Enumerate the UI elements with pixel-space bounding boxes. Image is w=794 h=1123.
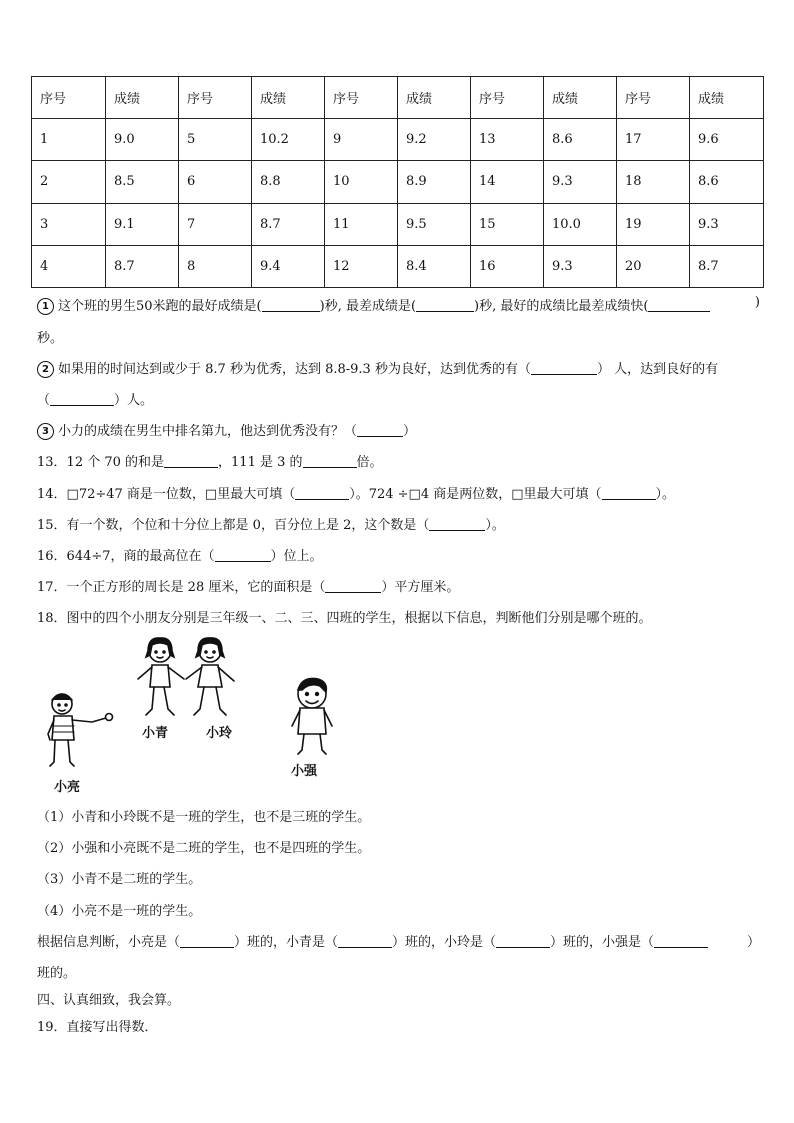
section-4-heading: 四、认真细致，我会算。: [37, 993, 181, 1008]
answer-blank[interactable]: [338, 935, 392, 948]
girls-xiaoqing-xiaoling-illustration: [130, 635, 250, 721]
table-cell: 8.7: [106, 245, 179, 287]
table-cell: 8.9: [398, 161, 471, 203]
clue-3: （3）小青不是二班的学生。: [37, 872, 202, 887]
answer-blank[interactable]: [531, 362, 597, 375]
question-12-part-1: 1 这个班的男生50米跑的最好成绩是( )秒, 最差成绩是( )秒, 最好的成绩比最差成绩快( ): [37, 295, 760, 315]
question-12-part-3: 3 小力的成绩在男生中排名第九，他达到优秀没有？（ ）: [37, 420, 416, 440]
table-header-cell: 序号: [471, 77, 544, 119]
table-row: [32, 119, 764, 161]
answer-blank[interactable]: [654, 935, 708, 948]
table-row: [32, 161, 764, 203]
answer-blank[interactable]: [416, 299, 474, 312]
answer-blank[interactable]: [262, 299, 320, 312]
score-table: [31, 76, 764, 288]
question-12-part-2: 2 如果用的时间达到或少于 8.7 秒为优秀，达到 8.8-9.3 秒为良好，达到优秀的有（ ） 人，达到良好的有: [37, 358, 760, 378]
answer-blank[interactable]: [429, 518, 485, 531]
answer-blank[interactable]: [325, 580, 381, 593]
question-18-answer-line-cont: 班的。: [37, 966, 77, 981]
table-cell: 9.1: [106, 203, 179, 245]
table-cell: 10.0: [544, 203, 617, 245]
circled-number: 2: [37, 361, 54, 378]
table-cell: 1: [32, 119, 106, 161]
table-header-cell: 序号: [617, 77, 690, 119]
answer-blank[interactable]: [602, 487, 656, 500]
table-cell: 5: [179, 119, 252, 161]
caption-xiaoqiang: 小强: [291, 764, 318, 779]
question-13: 13．12 个 70 的和是 ，111 是 3 的 倍。: [37, 455, 383, 470]
table-header-cell: 序号: [179, 77, 252, 119]
answer-blank[interactable]: [357, 424, 403, 437]
circled-number: 3: [37, 423, 54, 440]
circled-number: 1: [37, 298, 54, 315]
table-cell: 14: [471, 161, 544, 203]
table-cell: 15: [471, 203, 544, 245]
answer-blank[interactable]: [215, 549, 271, 562]
table-header-row: [32, 77, 764, 119]
table-row: [32, 203, 764, 245]
table-cell: 9.3: [544, 161, 617, 203]
table-cell: 2: [32, 161, 106, 203]
table-cell: 19: [617, 203, 690, 245]
boy-xiaoliang-illustration: [40, 690, 120, 780]
table-cell: 9.3: [544, 245, 617, 287]
answer-blank[interactable]: [180, 935, 234, 948]
table-cell: 7: [179, 203, 252, 245]
caption-xiaoqing: 小青: [142, 726, 169, 741]
question-17: 17．一个正方形的周长是 28 厘米，它的面积是（ ）平方厘米。: [37, 580, 460, 595]
table-cell: 8.7: [252, 203, 325, 245]
table-cell: 10.2: [252, 119, 325, 161]
table-cell: 3: [32, 203, 106, 245]
table-cell: 9.6: [690, 119, 764, 161]
table-cell: 6: [179, 161, 252, 203]
clue-1: （1）小青和小玲既不是一班的学生，也不是三班的学生。: [37, 810, 371, 825]
table-cell: 8.7: [690, 245, 764, 287]
part-1-text: 1 这个班的男生50米跑的最好成绩是( )秒, 最差成绩是( )秒, 最好的成绩比最差成绩快(: [37, 295, 710, 315]
clue-2: （2）小强和小亮既不是二班的学生，也不是四班的学生。: [37, 841, 371, 856]
table-cell: 9.5: [398, 203, 471, 245]
table-cell: 8: [179, 245, 252, 287]
table-cell: 10: [325, 161, 398, 203]
answer-blank[interactable]: [164, 455, 218, 468]
answer-blank[interactable]: [648, 299, 710, 312]
question-16: 16．644÷7，商的最高位在（ ）位上。: [37, 549, 323, 564]
table-cell: 9: [325, 119, 398, 161]
question-18-answer-line: 根据信息判断，小亮是（ ）班的，小青是（ ）班的，小玲是（ ）班的，小强是（ ）: [37, 935, 760, 950]
table-header-cell: 成绩: [544, 77, 617, 119]
table-header-cell: 成绩: [106, 77, 179, 119]
table-cell: 17: [617, 119, 690, 161]
clue-4: （4）小亮不是一班的学生。: [37, 904, 202, 919]
table-cell: 8.4: [398, 245, 471, 287]
table-header-cell: 成绩: [252, 77, 325, 119]
table-cell: 8.8: [252, 161, 325, 203]
table-row: [32, 245, 764, 287]
answer-blank[interactable]: [303, 455, 357, 468]
question-19: 19．直接写出得数．: [37, 1020, 158, 1035]
table-cell: 11: [325, 203, 398, 245]
question-12-part-1-unit: 秒。: [37, 331, 64, 346]
table-header-cell: 序号: [325, 77, 398, 119]
answer-blank[interactable]: [496, 935, 550, 948]
table-cell: 13: [471, 119, 544, 161]
answer-blank[interactable]: [50, 393, 114, 406]
answer-blank[interactable]: [295, 487, 349, 500]
caption-xiaoling: 小玲: [206, 726, 233, 741]
question-15: 15．有一个数，个位和十分位上都是 0，百分位上是 2，这个数是（ ）。: [37, 518, 505, 533]
table-cell: 8.5: [106, 161, 179, 203]
table-cell: 9.3: [690, 203, 764, 245]
table-header-cell: 成绩: [398, 77, 471, 119]
table-cell: 18: [617, 161, 690, 203]
question-18: 18．图中的四个小朋友分别是三年级一、二、三、四班的学生，根据以下信息，判断他们分别是哪个班的。: [37, 611, 652, 626]
table-header-cell: 成绩: [690, 77, 764, 119]
table-header-cell: 序号: [32, 77, 106, 119]
table-cell: 12: [325, 245, 398, 287]
table-cell: 16: [471, 245, 544, 287]
boy-xiaoqiang-illustration: [280, 676, 350, 756]
table-cell: 8.6: [544, 119, 617, 161]
table-cell: 9.0: [106, 119, 179, 161]
question-14: 14．□72÷47 商是一位数，□里最大可填（ ）。724 ÷□4 商是两位数，□里最大可填（ ）。: [37, 487, 676, 502]
table-cell: 9.4: [252, 245, 325, 287]
table-cell: 8.6: [690, 161, 764, 203]
question-12-part-2-cont: （ ）人。: [37, 393, 154, 408]
table-cell: 4: [32, 245, 106, 287]
table-cell: 20: [617, 245, 690, 287]
caption-xiaoliang: 小亮: [54, 780, 81, 795]
table-cell: 9.2: [398, 119, 471, 161]
